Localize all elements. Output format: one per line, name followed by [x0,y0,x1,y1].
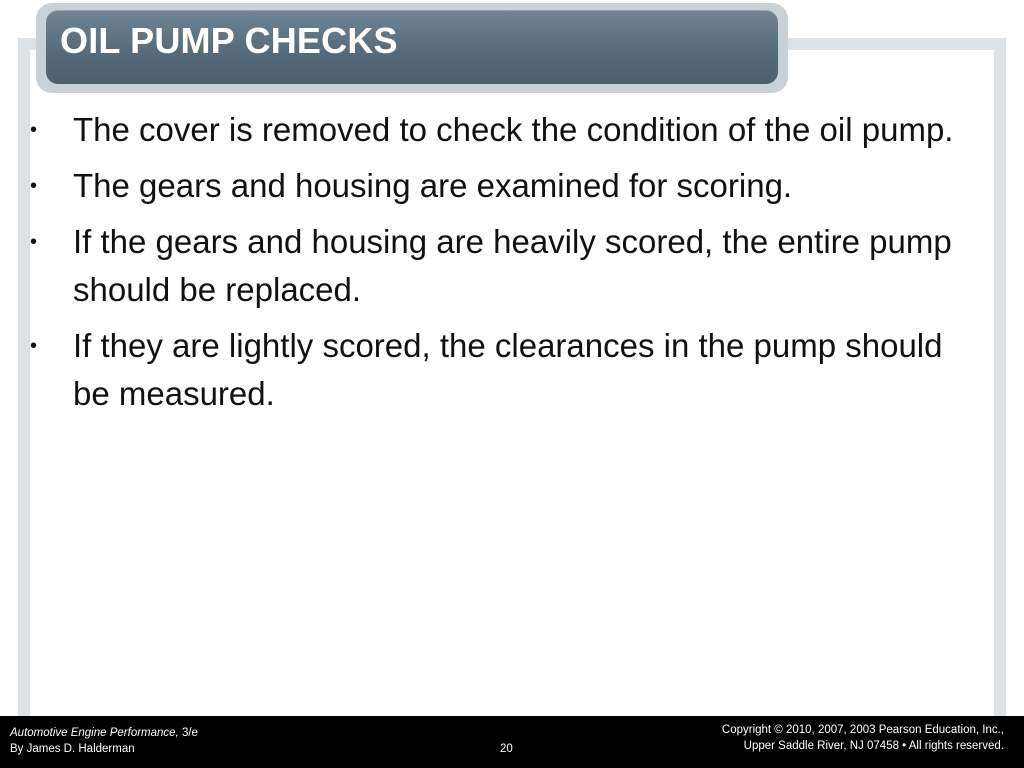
bullet-item [30,322,980,418]
copyright [722,722,1004,754]
bullet-icon: • [30,119,38,141]
slide-title: OIL PUMP CHECKS [60,20,398,61]
book-edition: 3/e [178,727,198,739]
footer [0,716,1024,768]
frame-left-border [18,38,30,716]
copyright-line-1: Copyright © 2010, 2007, 2003 Pearson Education, Inc., [721,724,1004,736]
bullet-item [30,106,980,154]
bullet-icon: • [30,335,38,357]
bullet-text: If the gears and housing are heavily scored, the entire pump should be replaced. [73,223,952,308]
book-title: Automotive Engine Performance, [10,727,179,739]
bullet-icon: • [30,175,38,197]
footer-credits [10,725,198,757]
bullet-item [30,162,980,210]
bullet-text: The cover is removed to check the condition of the oil pump. [73,111,954,148]
page-number: 20 [500,743,513,755]
bullet-text: The gears and housing are examined for scoring. [73,167,793,204]
bullet-text: If they are lightly scored, the clearances in the pump should be measured. [73,327,943,412]
copyright-line-2: Upper Saddle River, NJ 07458 • All rights reserved. [743,740,1004,752]
bullet-list [30,106,980,426]
author: By James D. Halderman [10,743,135,755]
bullet-item [30,218,980,314]
frame-top-border [780,38,1006,50]
bullet-icon: • [30,231,38,253]
frame-right-border [994,38,1006,716]
